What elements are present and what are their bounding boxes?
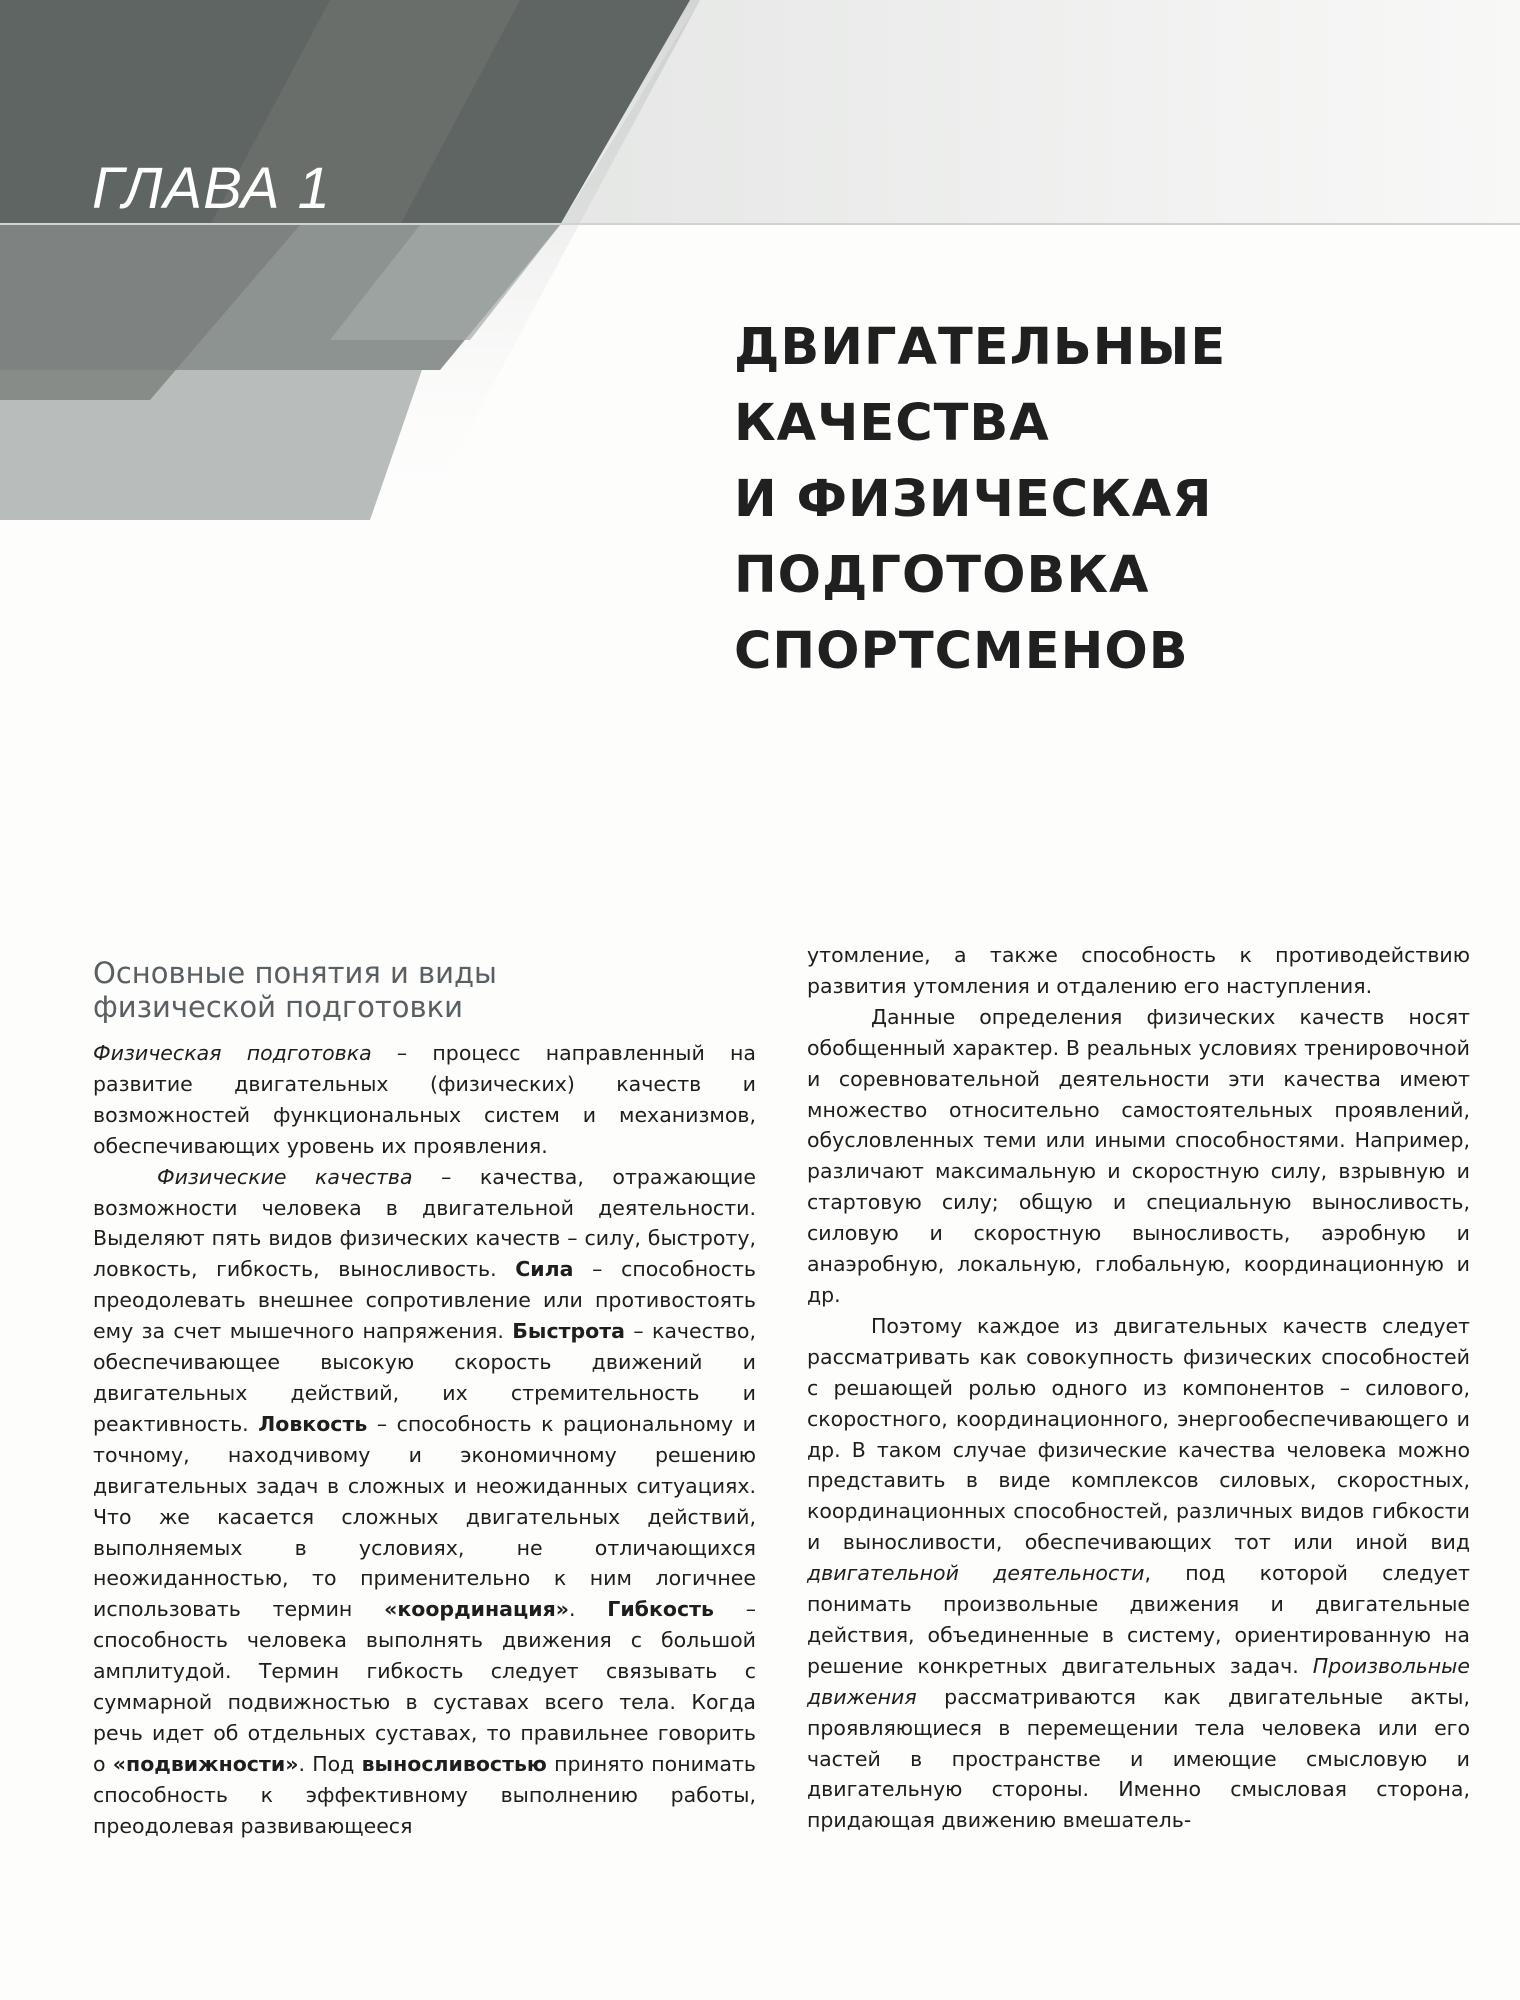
chapter-title-line: ПОДГОТОВКА: [734, 546, 1150, 605]
term-endurance: выносливостью: [361, 1751, 547, 1776]
term-voluntary-movements: Произвольные движения: [807, 1653, 1470, 1709]
text-run: – процесс направленный на развитие двигательных (физических) качеств и возможностей функциональных систем и механизмов, обеспечивающих уровень их проявления.: [93, 1041, 756, 1158]
right-column: [807, 940, 1470, 1836]
chapter-title: [734, 310, 1226, 690]
section-heading: [93, 956, 756, 1024]
term-mobility: «подвижности»: [112, 1751, 299, 1776]
term-flexibility: Гибкость: [607, 1597, 714, 1622]
chapter-title-line: СПОРТСМЕНОВ: [734, 622, 1189, 681]
text-run: Поэтому каждое из двигательных качеств следует рассматривать как совокупность физических способностей с решающей ролью одного из компонентов – силового, скоростного, координационного, энергообеспечивающего и др. В таком случае физические качества человека можно представить в виде комплексов силовых, скоростных, координационных способностей, различных видов гибкости и выносливости, обеспечивающих тот или иной вид: [807, 1313, 1470, 1555]
chapter-title-line: КАЧЕСТВА: [734, 394, 1050, 453]
term-physical-qualities: Физические качества: [157, 1164, 413, 1189]
term-strength: Сила: [515, 1257, 574, 1282]
text-run: – качество, обеспечивающее высокую скорость движений и двигательных действий, их стремительность и реактивность.: [93, 1319, 756, 1436]
text-run: – способность к рациональному и точному, находчивому и экономичному решению двигательных задач в сложных и неожиданных ситуациях. Что же касается сложных двигательных действий, выполняемых в условиях, не отличающихся неожиданностью, то применительно к ним логичнее использовать термин: [93, 1411, 756, 1622]
text-run: рассматриваются как двигательные акты, проявляющиеся в перемещении тела человека или его частей в пространстве и имеющие смысловую и двигательную стороны. Именно смысловая сторона, придающая движению вмешатель-: [807, 1684, 1470, 1833]
text-run: – способность человека выполнять движения с большой амплитудой. Термин гибкость следует связывать с суммарной подвижностью в суставах всего тела. Когда речь идет об отдельных суставах, то правильнее говорить о: [93, 1597, 756, 1776]
term-agility: Ловкость: [258, 1411, 368, 1436]
term-speed: Быстрота: [512, 1319, 625, 1344]
paragraph-definitions: Данные определения физических качеств носят обобщенный характер. В реальных условиях тренировочной и соревновательной деятельности эти качества имеют множество относительно самостоятельных проявлений, обусловленных теми или иными способностями. Например, различают максимальную и скоростную силу, взрывную и стартовую силу; общую и специальную выносливость, силовую и скоростную выносливость, аэробную и анаэробную, локальную, глобальную, координационную и др.: [807, 1004, 1470, 1307]
text-run: – качества, отражающие возможности человека в двигательной деятельности. Выделяют пять видов физических качеств – силу, быстроту, ловкость, гибкость, выносливость.: [93, 1164, 756, 1282]
paragraph-physical-qualities: [93, 1162, 756, 1842]
text-run: принято понимать способность к эффективному выполнению работы, преодолевая развивающееся: [93, 1751, 757, 1838]
paragraph-continuation: утомление, а также способность к противодействию развития утомления и отдалению его наступления.: [807, 943, 1470, 998]
text-run: , под которой следует понимать произвольные движения и двигательные действия, объединенные в систему, ориентированную на решение конкретных двигательных задач.: [807, 1561, 1470, 1678]
chapter-title-line: И ФИЗИЧЕСКАЯ: [734, 470, 1213, 529]
paragraph-physical-training: [93, 1038, 756, 1162]
section-heading-line: Основные понятия и виды: [93, 956, 497, 990]
header-rule: [0, 223, 1520, 225]
section-heading-line: физической подготовки: [93, 990, 463, 1024]
text-run: . Под: [298, 1751, 362, 1776]
term-physical-training: Физическая подготовка: [93, 1041, 372, 1065]
paragraph-motor-activity: [807, 1311, 1470, 1836]
chapter-title-line: ДВИГАТЕЛЬНЫЕ: [734, 318, 1227, 377]
term-coordination: «координация»: [384, 1597, 569, 1622]
banner-shape-wash-right: [560, 0, 1520, 225]
term-motor-activity: двигательной деятельности: [807, 1561, 1145, 1586]
left-column: [93, 940, 756, 1842]
text-run: .: [568, 1597, 608, 1622]
chapter-label: ГЛАВА 1: [92, 156, 331, 221]
text-run: – способность преодолевать внешнее сопротивление или противостоять ему за счет мышечного напряжения.: [93, 1257, 756, 1344]
